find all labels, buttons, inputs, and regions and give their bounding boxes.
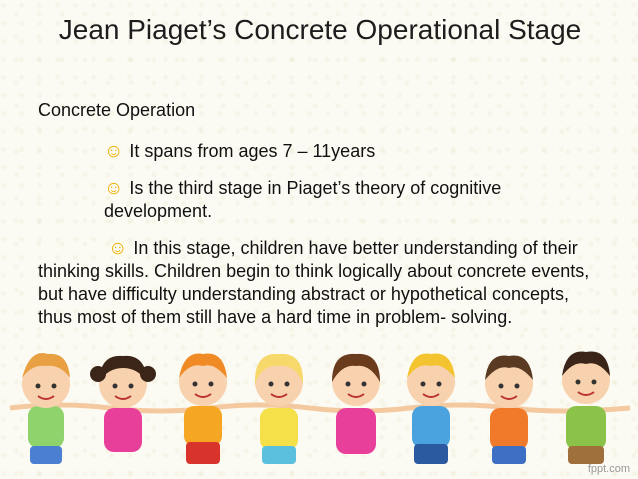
section-heading: Concrete Operation — [38, 100, 196, 120]
footer-watermark: fppt.com — [587, 463, 630, 475]
bullet-text-3: In this stage, children have better understanding of their thinking skills. Children begin to think logically about concrete events, but have difficulty understanding abstract or hypothetical concepts, thus most of them still have a hard time in problem- solving. — [38, 238, 590, 327]
bullet-item-3 — [38, 237, 598, 329]
children-holding-hands-illustration — [0, 338, 638, 479]
bullet-item-2 — [104, 177, 604, 223]
child-figure — [332, 354, 380, 454]
smiley-icon: ☺ — [104, 141, 124, 162]
bullet-item-1 — [104, 140, 375, 163]
bullet-text-2: Is the third stage in Piaget’s theory of cognitive development. — [104, 178, 502, 221]
smiley-icon: ☺ — [104, 178, 124, 199]
child-figure — [90, 356, 156, 452]
slide-title: Jean Piaget’s Concrete Operational Stage — [58, 14, 582, 45]
bullet-text-1: It spans from ages 7 – 11years — [129, 141, 376, 161]
smiley-icon: ☺ — [108, 238, 128, 259]
